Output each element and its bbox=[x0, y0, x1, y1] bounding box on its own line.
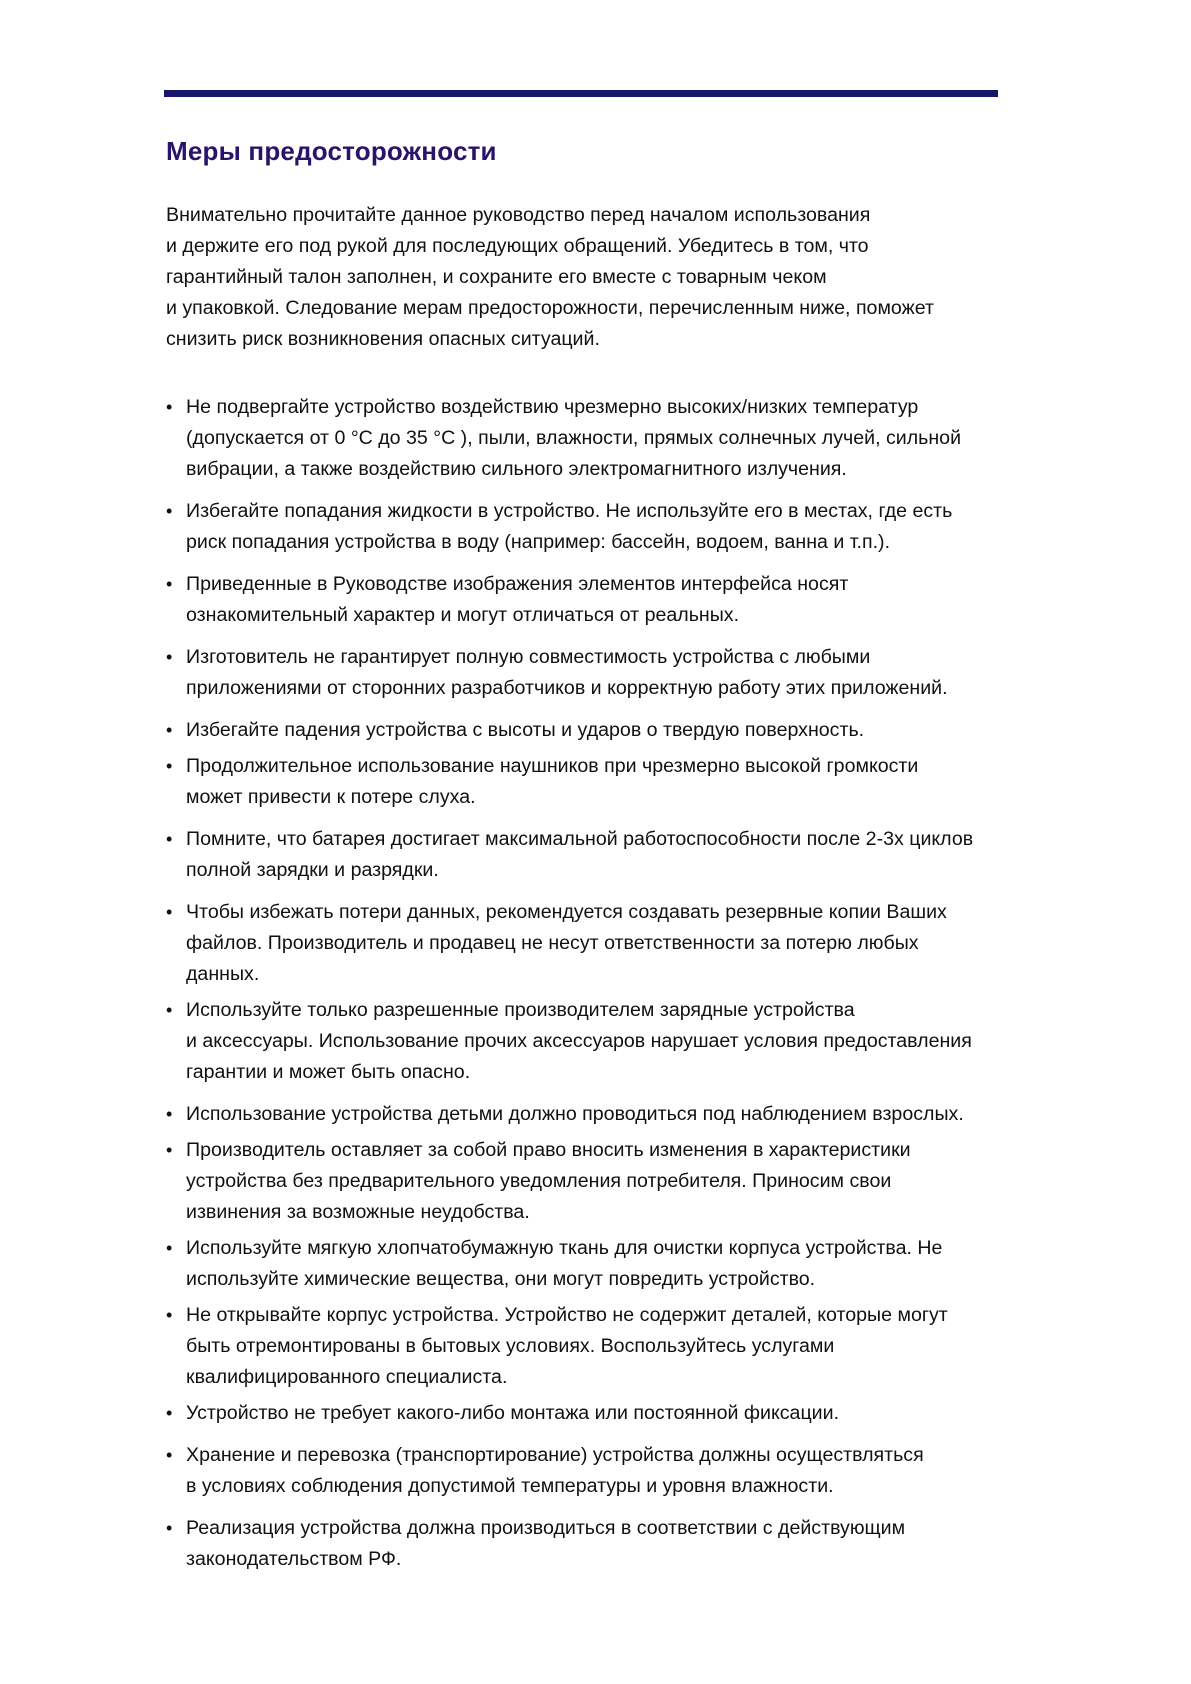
list-item bbox=[166, 1300, 1071, 1393]
list-item-text: Не подвергайте устройство воздействию чрезмерно высоких/низких температур (допускается от 0 °С до 35 °С ), пыли, влажности, прямых солнечных лучей, сильной вибрации, а также воздействию сильного электромагнитного излучения. bbox=[186, 396, 962, 480]
list-item bbox=[166, 1135, 1071, 1228]
list-item-text: Используйте мягкую хлопчатобумажную ткань для очистки корпуса устройства. Не используйте химические вещества, они могут повредить устройство. bbox=[186, 1237, 943, 1290]
header-rule bbox=[164, 90, 998, 97]
list-item-text: Не открывайте корпус устройства. Устройство не содержит деталей, которые могут быть отремонтированы в бытовых условиях. Воспользуйтесь услугами квалифицированного специалиста. bbox=[186, 1304, 948, 1388]
bullet-icon: • bbox=[166, 1403, 173, 1423]
page-title: Меры предосторожности bbox=[166, 136, 497, 166]
list-item bbox=[166, 715, 1071, 746]
bullet-icon: • bbox=[166, 1104, 173, 1124]
bullet-icon: • bbox=[166, 902, 173, 922]
intro-paragraph: Внимательно прочитайте данное руководство перед началом использования и держите его под рукой для последующих обращений. Убедитесь в том, что гарантийный талон заполнен, и сохраните его вместе с товарным чеком и упаковкой. Следование мерам предосторожности, перечисленным ниже, поможет снизить риск возникновения опасных ситуаций. bbox=[166, 204, 934, 350]
list-item bbox=[166, 1233, 1071, 1295]
precautions-list bbox=[166, 392, 1071, 1586]
bullet-icon: • bbox=[166, 1140, 173, 1160]
bullet-icon: • bbox=[166, 1000, 173, 1020]
bullet-icon: • bbox=[166, 1445, 173, 1465]
bullet-icon: • bbox=[166, 397, 173, 417]
list-item bbox=[166, 824, 1071, 886]
list-item bbox=[166, 392, 1071, 485]
list-item-text: Использование устройства детьми должно проводиться под наблюдением взрослых. bbox=[186, 1103, 964, 1125]
list-item-text: Реализация устройства должна производиться в соответствии с действующим законодательством РФ. bbox=[186, 1517, 906, 1570]
bullet-icon: • bbox=[166, 501, 173, 521]
bullet-icon: • bbox=[166, 647, 173, 667]
bullet-icon: • bbox=[166, 829, 173, 849]
list-item-text: Избегайте попадания жидкости в устройство. Не используйте его в местах, где есть риск попадания устройства в воду (например: бассейн, водоем, ванна и т.п.). bbox=[186, 500, 953, 553]
list-item-text: Помните, что батарея достигает максимальной работоспособности после 2-3х циклов полной зарядки и разрядки. bbox=[186, 828, 974, 881]
list-item-text: Приведенные в Руководстве изображения элементов интерфейса носят ознакомительный характер и могут отличаться от реальных. bbox=[186, 573, 849, 626]
list-item-text: Изготовитель не гарантирует полную совместимость устройства с любыми приложениями от сторонних разработчиков и корректную работу этих приложений. bbox=[186, 646, 948, 699]
bullet-icon: • bbox=[166, 1238, 173, 1258]
list-item-text: Производитель оставляет за собой право вносить изменения в характеристики устройства без предварительного уведомления потребителя. Приносим свои извинения за возможные неудобства. bbox=[186, 1139, 911, 1223]
list-item bbox=[166, 995, 1071, 1088]
list-item-text: Используйте только разрешенные производителем зарядные устройства и аксессуары. Использование прочих аксессуаров нарушает условия предоставления гарантии и может быть опасно. bbox=[186, 999, 972, 1083]
list-item-text: Продолжительное использование наушников при чрезмерно высокой громкости может привести к потере слуха. bbox=[186, 755, 919, 808]
list-item bbox=[166, 751, 1071, 813]
list-item bbox=[166, 1099, 1071, 1130]
bullet-icon: • bbox=[166, 720, 173, 740]
list-item-text: Хранение и перевозка (транспортирование) устройства должны осуществляться в условиях соблюдения допустимой температуры и уровня влажности. bbox=[186, 1444, 924, 1497]
bullet-icon: • bbox=[166, 574, 173, 594]
list-item bbox=[166, 1513, 1071, 1575]
bullet-icon: • bbox=[166, 756, 173, 776]
list-item bbox=[166, 1398, 1071, 1429]
list-item bbox=[166, 1440, 1071, 1502]
list-item-text: Чтобы избежать потери данных, рекомендуется создавать резервные копии Ваших файлов. Производитель и продавец не несут ответственности за потерю любых данных. bbox=[186, 901, 947, 985]
list-item-text: Избегайте падения устройства с высоты и ударов о твердую поверхность. bbox=[186, 719, 865, 741]
list-item bbox=[166, 496, 1071, 558]
list-item bbox=[166, 642, 1071, 704]
bullet-icon: • bbox=[166, 1518, 173, 1538]
list-item bbox=[166, 569, 1071, 631]
list-item bbox=[166, 897, 1071, 990]
bullet-icon: • bbox=[166, 1305, 173, 1325]
list-item-text: Устройство не требует какого-либо монтажа или постоянной фиксации. bbox=[186, 1402, 840, 1424]
